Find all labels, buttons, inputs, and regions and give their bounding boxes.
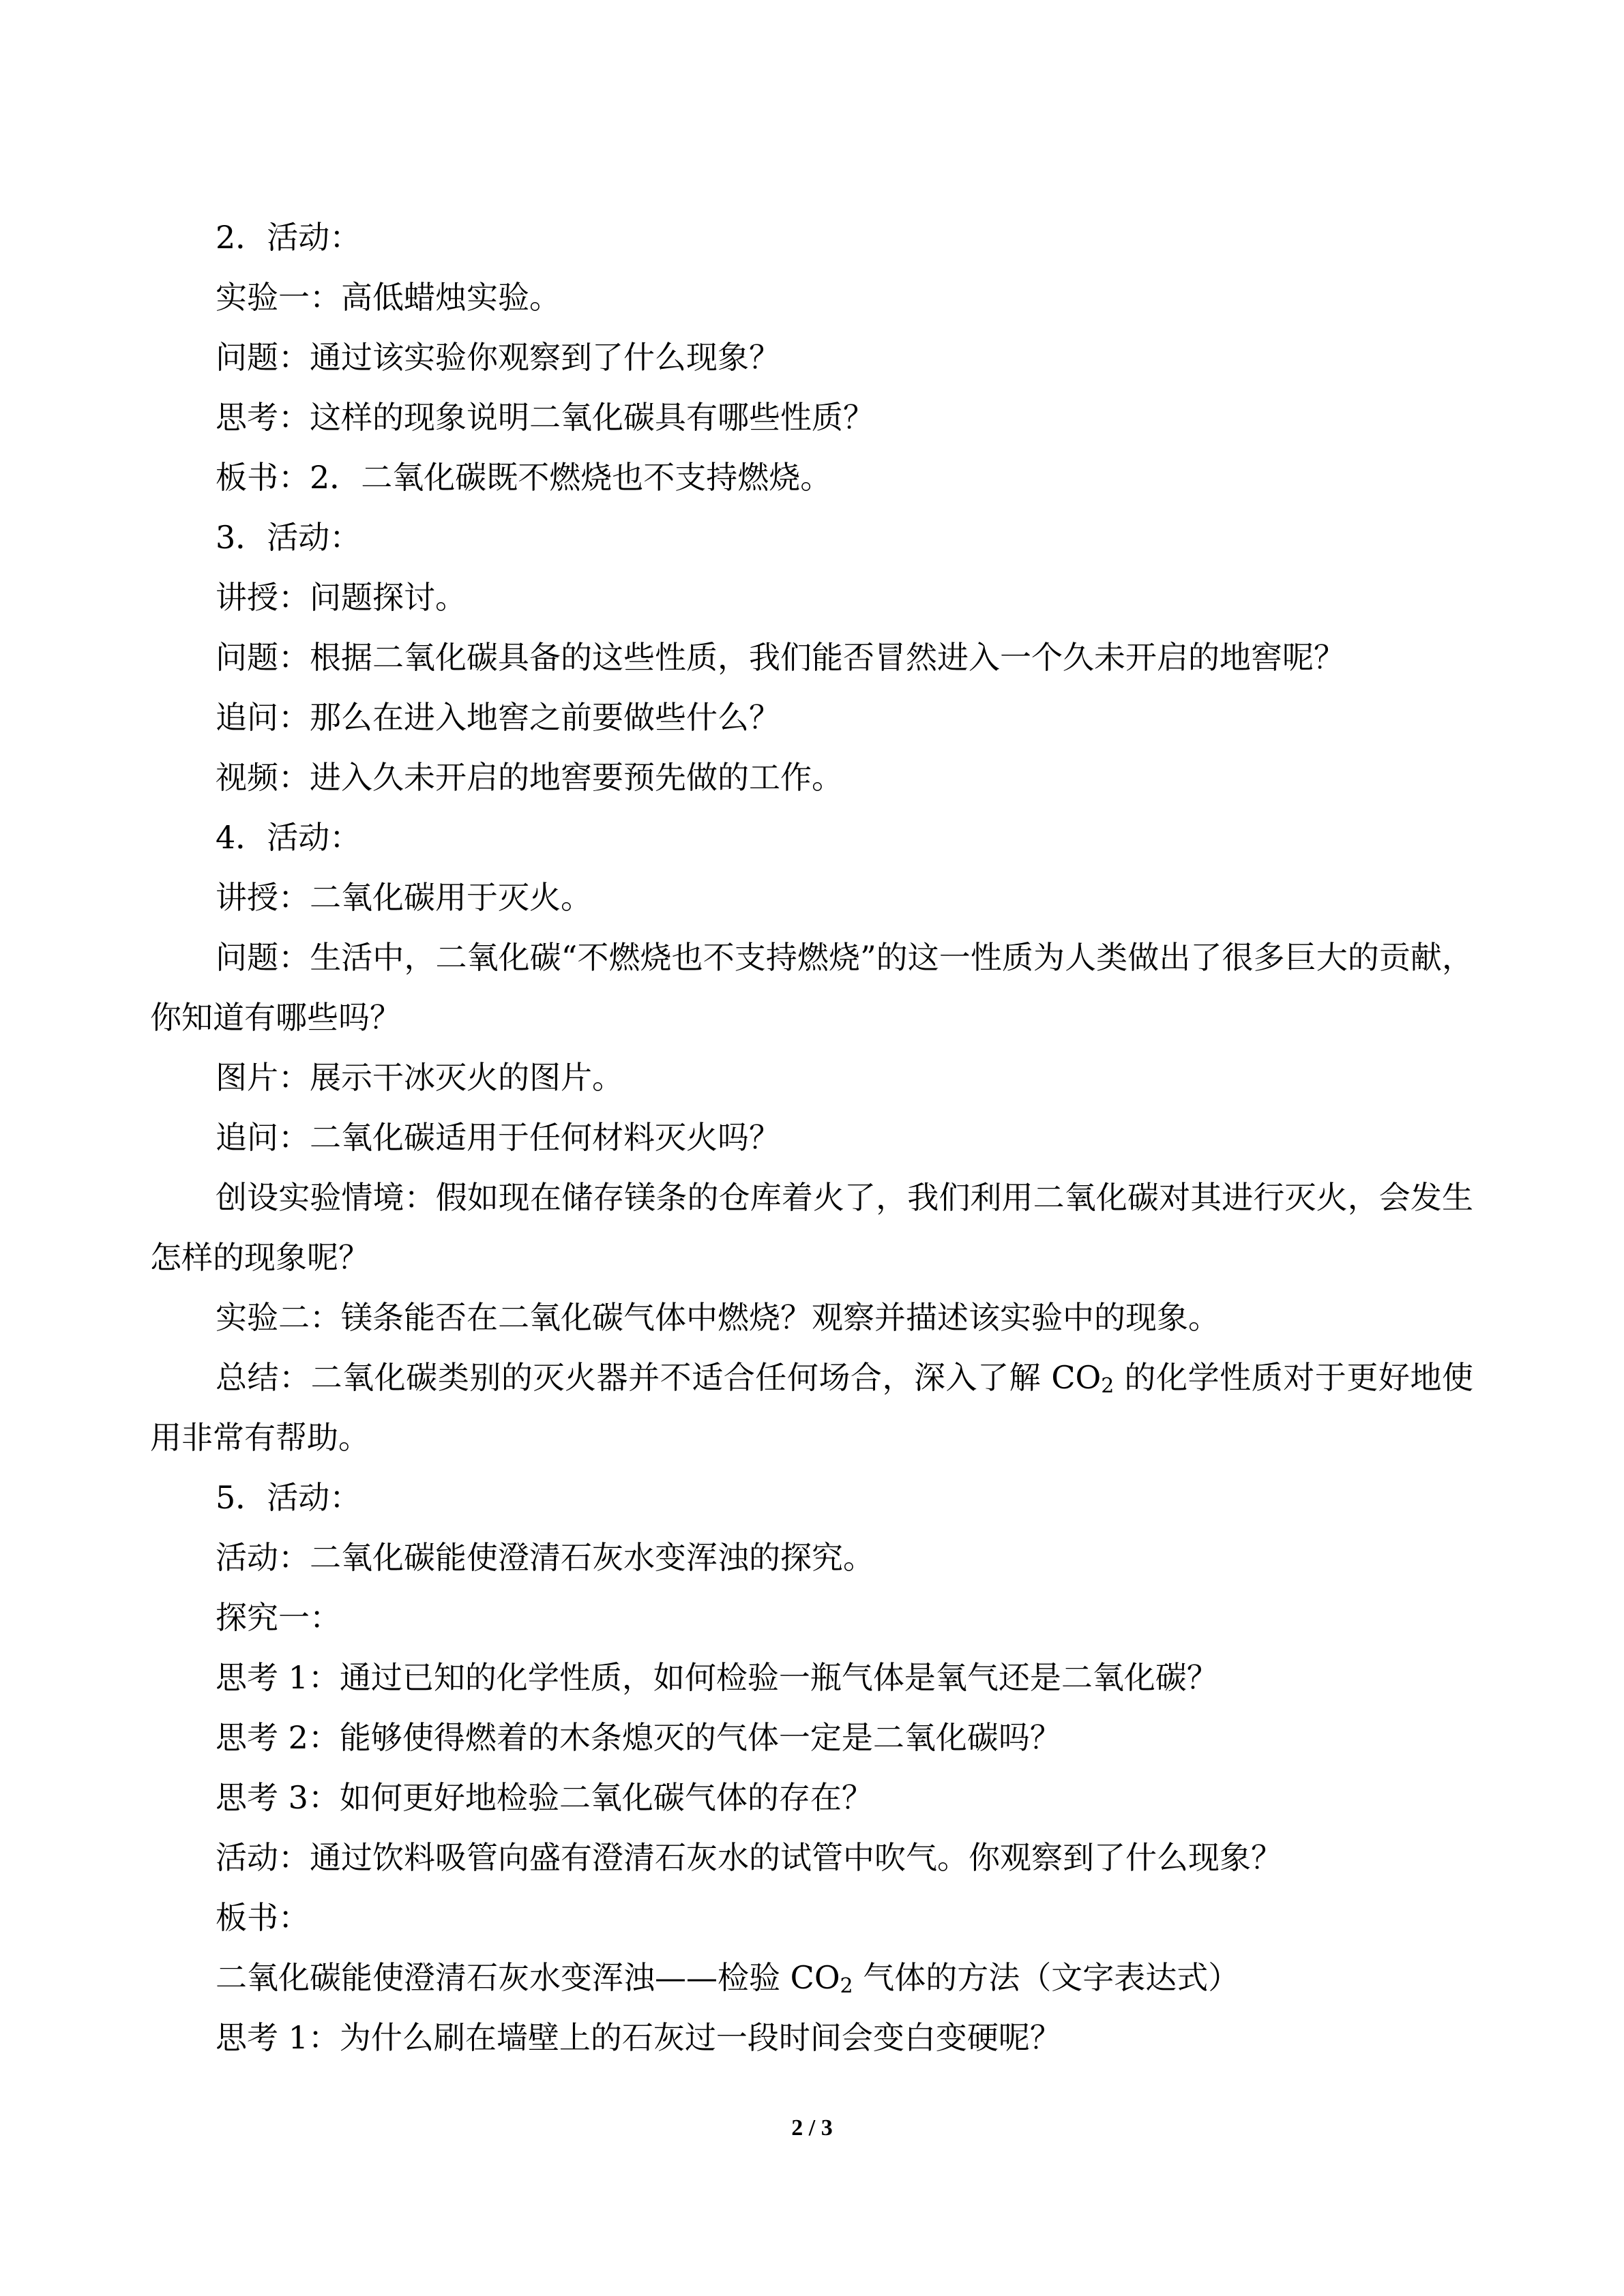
paragraph: 问题：生活中，二氧化碳“不燃烧也不支持燃烧”的这一性质为人类做出了很多巨大的贡献，你知道有哪些吗？ [150, 939, 1473, 1036]
paragraph: 思考：这样的现象说明二氧化碳具有哪些性质？ [216, 399, 874, 436]
paragraph: 板书： [216, 1899, 310, 1936]
subscript: 2 [840, 1974, 853, 1998]
paragraph: 实验二：镁条能否在二氧化碳气体中燃烧？观察并描述该实验中的现象。 [216, 1299, 1220, 1336]
board-text-before: 二氧化碳能使澄清石灰水变浑浊——检验 CO [216, 1959, 840, 1996]
paragraph: 活动：二氧化碳能使澄清石灰水变浑浊的探究。 [216, 1539, 874, 1576]
paragraph: 追问：那么在进入地窖之前要做些什么？ [216, 699, 780, 736]
paragraph: 2．活动： [216, 219, 361, 256]
paragraph: 讲授：问题探讨。 [216, 579, 467, 616]
summary-text-after: 的化学性质对于更好地使用非常有帮助。 [150, 1359, 1474, 1456]
board-line [150, 1948, 1473, 2008]
summary-paragraph [150, 1347, 1473, 1467]
page-number: 2 / 3 [791, 2115, 833, 2141]
paragraph: 5．活动： [216, 1479, 361, 1516]
paragraph: 问题：根据二氧化碳具备的这些性质，我们能否冒然进入一个久未开启的地窖呢？ [216, 639, 1345, 676]
subscript: 2 [1101, 1374, 1114, 1398]
paragraph: 创设实验情境：假如现在储存镁条的仓库着火了，我们利用二氧化碳对其进行灭火，会发生怎样的现象呢？ [150, 1179, 1473, 1276]
paragraph: 板书：2．二氧化碳既不燃烧也不支持燃烧。 [216, 459, 832, 496]
paragraph: 追问：二氧化碳适用于任何材料灭火吗？ [216, 1119, 780, 1156]
paragraph: 视频：进入久未开启的地窖要预先做的工作。 [216, 759, 843, 796]
paragraph: 活动：通过饮料吸管向盛有澄清石灰水的试管中吹气。你观察到了什么现象？ [216, 1839, 1282, 1876]
paragraph: 思考 2：能够使得燃着的木条熄灭的气体一定是二氧化碳吗？ [216, 1719, 1061, 1756]
paragraph: 思考 1：通过已知的化学性质，如何检验一瓶气体是氧气还是二氧化碳？ [216, 1659, 1218, 1696]
paragraph: 问题：通过该实验你观察到了什么现象？ [216, 339, 780, 376]
paragraph: 讲授：二氧化碳用于灭火。 [216, 879, 592, 916]
board-text-after: 气体的方法（文字表达式） [853, 1959, 1240, 1996]
document-body [150, 207, 1473, 2068]
paragraph: 4．活动： [216, 819, 361, 856]
summary-text-before: 总结：二氧化碳类别的灭火器并不适合任何场合，深入了解 CO [216, 1359, 1102, 1396]
paragraph: 思考 1：为什么刷在墙壁上的石灰过一段时间会变白变硬呢？ [216, 2019, 1061, 2056]
paragraph: 图片：展示干冰灭火的图片。 [216, 1059, 623, 1096]
paragraph: 实验一：高低蜡烛实验。 [216, 279, 561, 316]
paragraph: 探究一： [216, 1599, 341, 1636]
paragraph: 3．活动： [216, 519, 361, 556]
paragraph: 思考 3：如何更好地检验二氧化碳气体的存在？ [216, 1779, 873, 1816]
